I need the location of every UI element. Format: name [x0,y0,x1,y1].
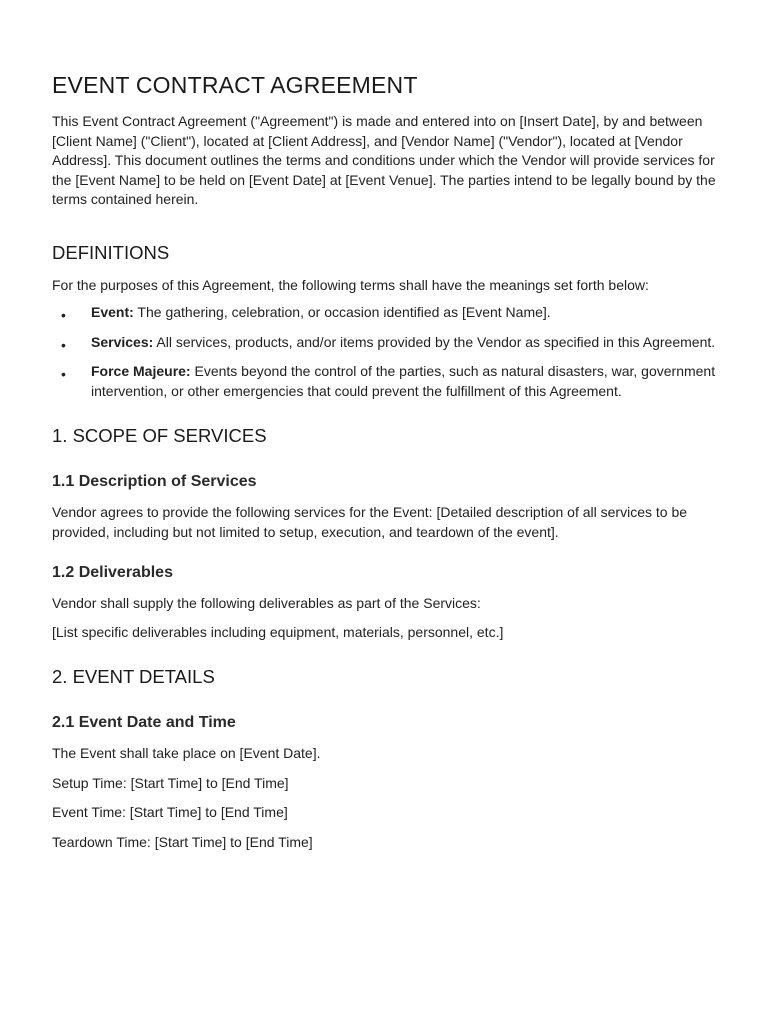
scope-heading: 1. SCOPE OF SERVICES [52,425,267,446]
event-date-line: The Event shall take place on [Event Date]. [52,745,321,761]
list-item [52,303,730,323]
definition-text: Events beyond the control of the parties, such as natural disasters, war, government intervention, or other emergencies that could prevent the fulfillment of this Agreement. [91,363,716,399]
definitions-lead: For the purposes of this Agreement, the following terms shall have the meanings set forth below: [52,276,649,293]
bullet-icon: • [61,366,66,382]
description-heading: 1.1 Description of Services [52,473,257,490]
definition-text: The gathering, celebration, or occasion identified as [Event Name]. [133,304,551,320]
event-details-heading: 2. EVENT DETAILS [52,666,215,687]
list-item [52,362,730,401]
date-time-heading: 2.1 Event Date and Time [52,714,236,731]
bullet-icon: • [61,336,66,353]
setup-time-line: Setup Time: [Start Time] to [End Time] [52,774,289,791]
deliverables-heading: 1.2 Deliverables [52,564,173,581]
teardown-time-line: Teardown Time: [Start Time] to [End Time] [52,833,313,850]
definitions-list [52,303,730,401]
deliverables-paragraph: Vendor shall supply the following deliverables as part of the Services: [52,595,481,611]
definition-term: Force Majeure: [91,363,191,379]
definition-term: Services: [91,333,154,350]
definition-text: All services, products, and/or items provided by the Vendor as specified in this Agreement. [153,333,716,350]
event-time-line: Event Time: [Start Time] to [End Time] [52,804,288,820]
document-title: EVENT CONTRACT AGREEMENT [52,72,418,98]
list-item [52,333,730,353]
deliverables-list: [List specific deliverables including equipment, materials, personnel, etc.] [52,623,504,640]
definition-term: Event: [91,304,134,320]
definitions-heading: DEFINITIONS [52,241,170,263]
description-paragraph: Vendor agrees to provide the following services for the Event: [Detailed description of all services to be provided, including but not limited to setup, execution, and teardown of the event]. [52,504,688,540]
bullet-icon: • [61,307,66,323]
intro-paragraph: This Event Contract Agreement ("Agreement") is made and entered into on [Insert Date], by and between [Client Name] ("Client"), located at [Client Address], and [Vendor Name] ("Vendor"), located at [Vendor Address]. This document outlines the terms and conditions under which the Vendor will provide services for the [Event Name] to be held on [Event Date] at [Event Venue]. The parties intend to be legally bound by the terms contained herein. [52,113,716,207]
